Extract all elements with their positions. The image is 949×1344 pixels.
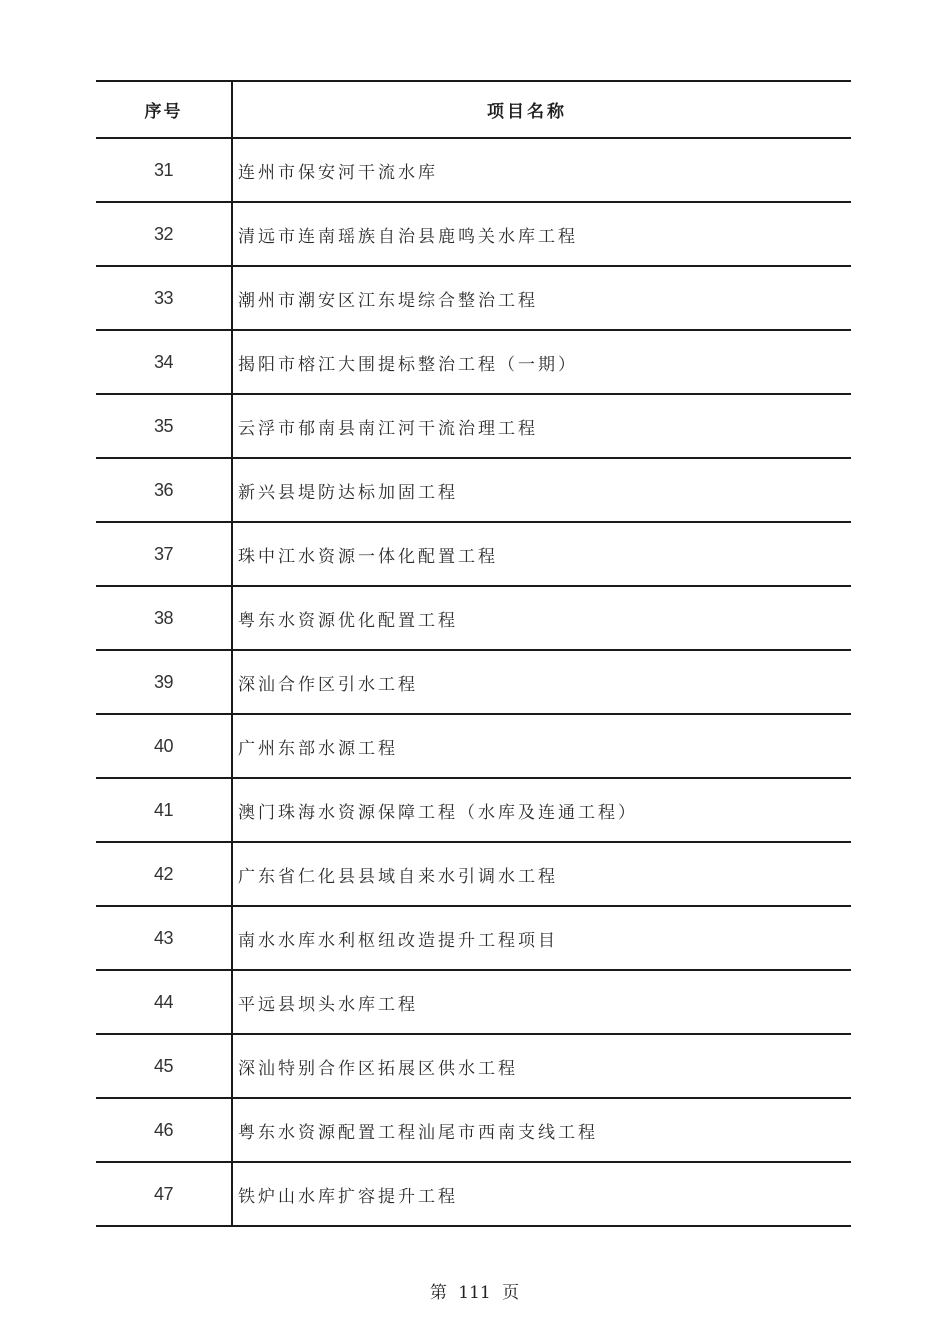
table-row xyxy=(96,971,851,1035)
page-number: 111 xyxy=(458,1283,491,1303)
header-project-name: 项目名称 xyxy=(487,102,567,122)
row-project-name: 深汕合作区引水工程 xyxy=(238,674,418,695)
row-index: 44 xyxy=(96,971,233,1033)
row-index: 47 xyxy=(96,1163,233,1225)
table-row xyxy=(96,907,851,971)
row-index: 35 xyxy=(96,395,233,457)
row-index: 38 xyxy=(96,587,233,649)
row-index: 46 xyxy=(96,1099,233,1161)
row-index: 43 xyxy=(96,907,233,969)
row-project-name: 潮州市潮安区江东堤综合整治工程 xyxy=(238,290,538,311)
row-index: 34 xyxy=(96,331,233,393)
table-row xyxy=(96,523,851,587)
page-footer xyxy=(0,1278,949,1303)
table-row xyxy=(96,1163,851,1227)
row-index: 41 xyxy=(96,779,233,841)
row-project-name: 清远市连南瑶族自治县鹿鸣关水库工程 xyxy=(238,226,578,247)
row-project-name: 平远县坝头水库工程 xyxy=(238,994,418,1015)
row-project-name: 澳门珠海水资源保障工程（水库及连通工程） xyxy=(238,802,638,823)
table-row xyxy=(96,1035,851,1099)
table-row xyxy=(96,587,851,651)
row-project-name: 新兴县堤防达标加固工程 xyxy=(238,482,458,503)
table-row xyxy=(96,1099,851,1163)
table-row xyxy=(96,459,851,523)
row-index: 40 xyxy=(96,715,233,777)
table-row xyxy=(96,139,851,203)
table-row xyxy=(96,715,851,779)
table-row xyxy=(96,267,851,331)
table-row xyxy=(96,843,851,907)
row-index: 31 xyxy=(96,139,233,201)
row-index: 42 xyxy=(96,843,233,905)
row-project-name: 揭阳市榕江大围提标整治工程（一期） xyxy=(238,354,578,375)
row-index: 36 xyxy=(96,459,233,521)
row-index: 33 xyxy=(96,267,233,329)
row-project-name: 连州市保安河干流水库 xyxy=(238,162,438,183)
table-row xyxy=(96,651,851,715)
row-project-name: 粤东水资源配置工程汕尾市西南支线工程 xyxy=(238,1122,598,1143)
table-row xyxy=(96,779,851,843)
row-project-name: 广东省仁化县县域自来水引调水工程 xyxy=(238,866,558,887)
table-row xyxy=(96,331,851,395)
row-index: 32 xyxy=(96,203,233,265)
row-project-name: 广州东部水源工程 xyxy=(238,738,398,759)
table-row xyxy=(96,203,851,267)
row-index: 45 xyxy=(96,1035,233,1097)
project-table xyxy=(96,80,851,1227)
table-row xyxy=(96,395,851,459)
row-index: 39 xyxy=(96,651,233,713)
row-index: 37 xyxy=(96,523,233,585)
table-body xyxy=(96,139,851,1227)
row-project-name: 云浮市郁南县南江河干流治理工程 xyxy=(238,418,538,439)
row-project-name: 珠中江水资源一体化配置工程 xyxy=(238,546,498,567)
row-project-name: 铁炉山水库扩容提升工程 xyxy=(238,1186,458,1207)
table-header-row xyxy=(96,82,851,139)
row-project-name: 南水水库水利枢纽改造提升工程项目 xyxy=(238,930,558,951)
page-suffix: 页 xyxy=(502,1283,520,1303)
header-index: 序号 xyxy=(96,82,233,137)
row-project-name: 粤东水资源优化配置工程 xyxy=(238,610,458,631)
row-project-name: 深汕特别合作区拓展区供水工程 xyxy=(238,1058,518,1079)
page-prefix: 第 xyxy=(429,1283,447,1303)
